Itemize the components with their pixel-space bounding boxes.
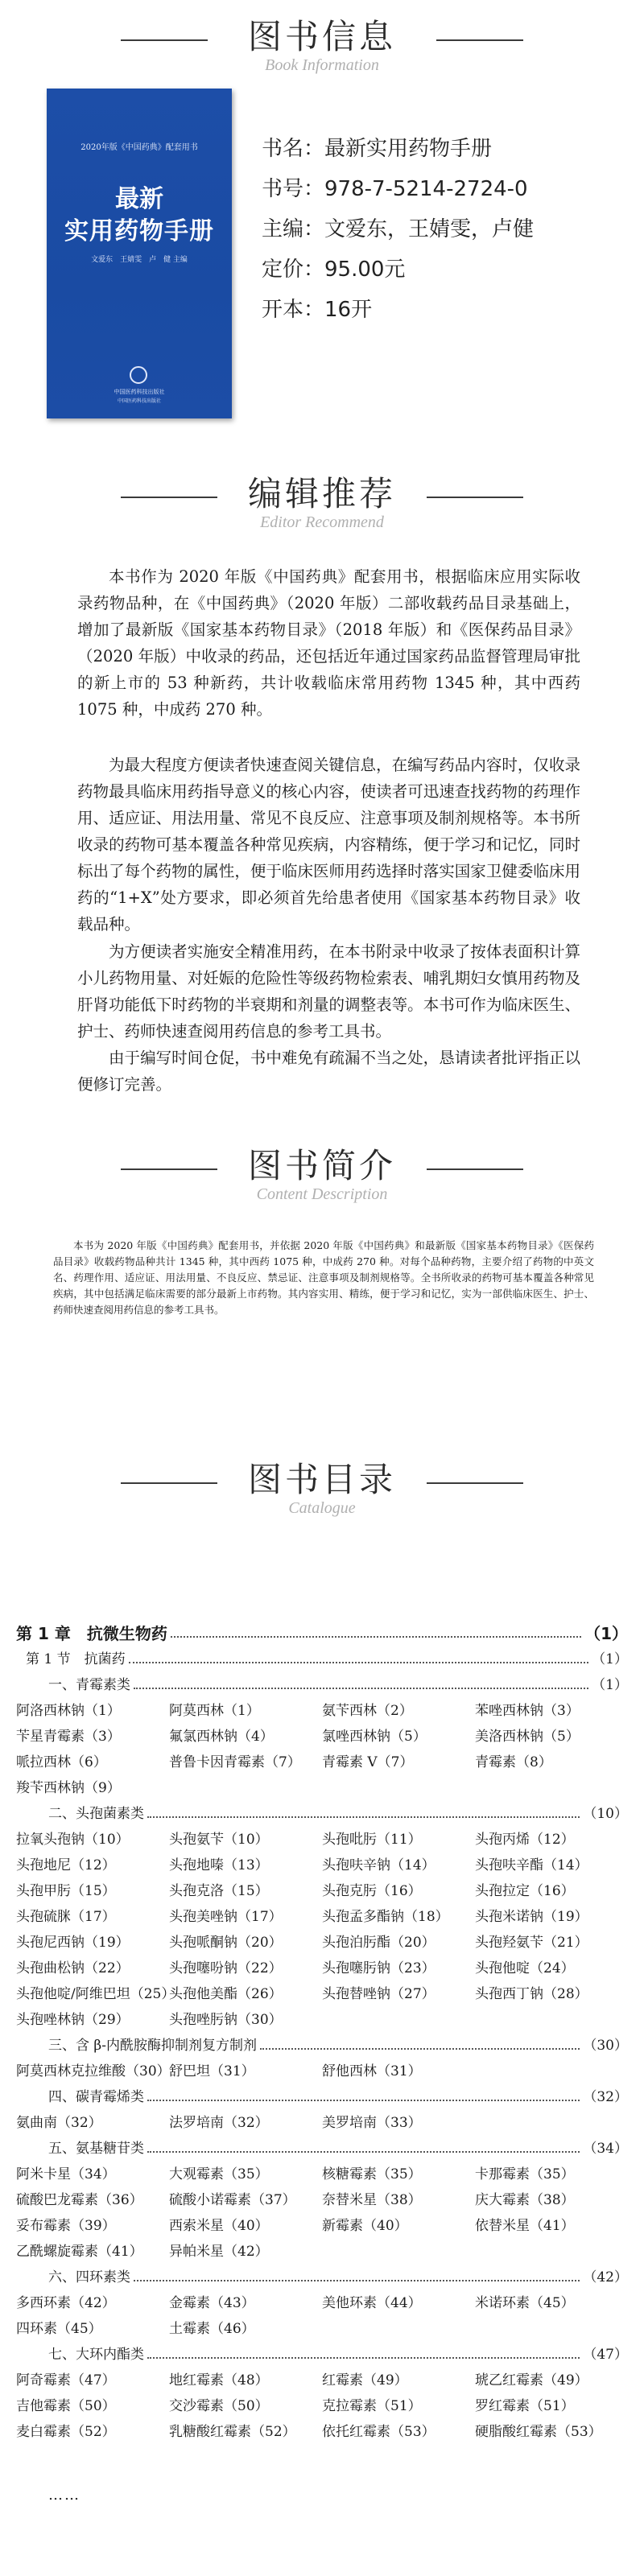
toc-item[interactable]: 头孢美唑钠（17） bbox=[169, 1909, 283, 1925]
section-subheading: Content Description bbox=[256, 1185, 388, 1203]
section-subheading: Catalogue bbox=[288, 1499, 356, 1517]
toc-groups bbox=[16, 1672, 628, 2445]
toc-item[interactable]: 阿莫西林（1） bbox=[169, 1703, 260, 1719]
toc-item[interactable]: 妥布霉素（39） bbox=[16, 2218, 116, 2234]
toc-item[interactable]: 头孢呋辛酯（14） bbox=[475, 1857, 588, 1873]
toc-item[interactable]: 硫酸小诺霉素（37） bbox=[169, 2192, 296, 2208]
toc-item[interactable]: 麦白霉素（52） bbox=[16, 2424, 116, 2440]
toc-item[interactable]: 普鲁卡因青霉素（7） bbox=[169, 1754, 301, 1770]
book-format: 开本：16开 bbox=[262, 298, 373, 322]
toc-item[interactable]: 氟氯西林钠（4） bbox=[169, 1729, 274, 1745]
toc-item[interactable]: 头孢地嗪（13） bbox=[169, 1857, 269, 1873]
toc-item[interactable]: 头孢噻肟钠（23） bbox=[322, 1960, 436, 1976]
toc-item[interactable]: 头孢甲肟（15） bbox=[16, 1883, 116, 1899]
toc-item[interactable]: 依托红霉素（53） bbox=[322, 2424, 436, 2440]
section-title-book-info bbox=[0, 10, 644, 82]
toc-item-row bbox=[16, 2187, 628, 2213]
section-heading: 图书简介 bbox=[247, 1146, 396, 1185]
toc-group-heading: 五、氨基糖苷类 （34） bbox=[48, 2141, 628, 2157]
toc-chapter: 第 1 章 抗微生物药 （1） bbox=[16, 1624, 628, 1643]
toc-item[interactable]: 金霉素（43） bbox=[169, 2295, 255, 2311]
section-title-recommend bbox=[0, 467, 644, 539]
toc-item[interactable]: 美他环素（44） bbox=[322, 2295, 422, 2311]
toc-item[interactable]: 头孢他啶/阿维巴坦（25） bbox=[16, 1986, 175, 2002]
toc-item[interactable]: 头孢氨苄（10） bbox=[169, 1832, 269, 1848]
publisher-logo-icon bbox=[130, 366, 147, 384]
toc-group-heading: 一、青霉素类 （1） bbox=[48, 1677, 628, 1693]
toc-item-row bbox=[16, 1853, 628, 1878]
toc-item[interactable]: 吉他霉素（50） bbox=[16, 2398, 116, 2414]
toc-item-row bbox=[16, 2239, 628, 2265]
toc-item[interactable]: 头孢地尼（12） bbox=[16, 1857, 116, 1873]
toc-item[interactable]: 硬脂酸红霉素（53） bbox=[475, 2424, 602, 2440]
recommend-paragraph: 为方便读者实施安全精准用药，在本书附录中收录了按体表面积计算小儿药物用量、对妊娠的危险性等级药物检索表、哺乳期妇女慎用药物及肝肾功能低下时药物的半衰期和剂量的调整表等。本书可作为临床医生、护士、药师快速查阅用药信息的参考工具书。 bbox=[77, 942, 580, 1041]
toc-item-row bbox=[16, 1827, 628, 1853]
cover-publisher: 中国医药科技出版社 bbox=[114, 389, 165, 395]
recommend-paragraph: 由于编写时间仓促，书中难免有疏漏不当之处，恳请读者批评指正以便修订完善。 bbox=[77, 1049, 580, 1094]
toc-item[interactable]: 异帕米星（42） bbox=[169, 2244, 269, 2260]
toc-item[interactable]: 头孢硫脒（17） bbox=[16, 1909, 116, 1925]
toc-item[interactable]: 头孢他啶（24） bbox=[475, 1960, 575, 1976]
section-heading: 图书信息 bbox=[247, 17, 396, 56]
toc-item[interactable]: 头孢孟多酯钠（18） bbox=[322, 1909, 449, 1925]
toc-item[interactable]: 氨苄西林（2） bbox=[322, 1703, 413, 1719]
toc-item[interactable]: 硫酸巴龙霉素（36） bbox=[16, 2192, 143, 2208]
toc-item[interactable]: 乙酰螺旋霉素（41） bbox=[16, 2244, 143, 2260]
toc-item[interactable]: 法罗培南（32） bbox=[169, 2115, 269, 2131]
toc-item[interactable]: 红霉素（49） bbox=[322, 2372, 408, 2388]
toc-item-row bbox=[16, 2059, 628, 2084]
toc-item[interactable]: 头孢曲松钠（22） bbox=[16, 1960, 130, 1976]
toc-item[interactable]: 头孢丙烯（12） bbox=[475, 1832, 575, 1848]
toc-item[interactable]: 头孢唑肟钠（30） bbox=[169, 2012, 283, 2028]
intro-paragraph: 本书为 2020 年版《中国药典》配套用书，并依据 2020 年版《中国药典》和最新版《国家基本药物目录》《医保药品目录》收载药物品种共计 1345 种，其中西药 1075 种，中成药 270 种。对每个品种药物，主要介绍了药物的中英文名、药理作用、适应证、用法用量、不良反应、禁忌证、注意事项及制剂规格等。全书所收录的药物可基本覆盖各种常见疾病，其中包括满足临床需要的部分最新上市药物。其内容实用、精练，便于学习和记忆，实为一部供临床医生、护士、药师快速查阅用药信息的参考工具书。 bbox=[53, 1239, 594, 1316]
toc-item[interactable]: 头孢唑林钠（29） bbox=[16, 2012, 130, 2028]
toc-item[interactable]: 头孢哌酮钠（20） bbox=[169, 1935, 283, 1951]
toc-item-row bbox=[16, 1904, 628, 1930]
toc-item-row bbox=[16, 2290, 628, 2316]
toc-item[interactable]: 交沙霉素（50） bbox=[169, 2398, 269, 2414]
recommend-paragraph: 为最大程度方便读者快速查阅关键信息，在编写药品内容时，仅收录药物最具临床用药指导意义的核心内容，使读者可迅速查找药物的药理作用、适应证、用法用量、常见不良反应、注意事项及制剂规格等。本书所收录的药物可基本覆盖各种常见疾病，内容精练，便于学习和记忆，同时标出了每个药物的属性，便于临床医师用药选择时落实国家卫健委临床用药的“1+X”处方要求，即必须首先给患者使用《国家基本药物目录》收载品种。 bbox=[77, 756, 580, 934]
toc-item[interactable]: 头孢米诺钠（19） bbox=[475, 1909, 588, 1925]
toc-item[interactable]: 地红霉素（48） bbox=[169, 2372, 269, 2388]
toc-item[interactable]: 哌拉西林（6） bbox=[16, 1754, 107, 1770]
toc-item-row bbox=[16, 2393, 628, 2419]
cover-title-line2: 实用药物手册 bbox=[64, 217, 214, 245]
toc-group-heading: 四、碳青霉烯类 （32） bbox=[48, 2089, 628, 2105]
toc-item[interactable]: 庆大霉素（38） bbox=[475, 2192, 575, 2208]
section-title-intro bbox=[0, 1139, 644, 1211]
toc-item-row bbox=[16, 2110, 628, 2136]
toc-group-heading: 三、含 β-内酰胺酶抑制剂复方制剂 （30） bbox=[48, 2038, 628, 2054]
toc-item[interactable]: 苄星青霉素（3） bbox=[16, 1729, 121, 1745]
toc-item[interactable]: 头孢尼西钠（19） bbox=[16, 1935, 130, 1951]
toc-item[interactable]: 氨曲南（32） bbox=[16, 2115, 102, 2131]
toc-item[interactable]: 卡那霉素（35） bbox=[475, 2166, 575, 2182]
toc-item[interactable]: 舒他西林（31） bbox=[322, 2063, 422, 2079]
toc-item[interactable]: 头孢泊肟酯（20） bbox=[322, 1935, 436, 1951]
toc-item-row bbox=[16, 2007, 628, 2033]
toc-item[interactable]: 大观霉素（35） bbox=[169, 2166, 269, 2182]
book-info bbox=[262, 129, 534, 330]
toc-item[interactable]: 青霉素 V（7） bbox=[322, 1754, 414, 1770]
toc-item[interactable]: 西索米星（40） bbox=[169, 2218, 269, 2234]
toc-item[interactable]: 阿奇霉素（47） bbox=[16, 2372, 116, 2388]
toc-item[interactable]: 氯唑西林钠（5） bbox=[322, 1729, 427, 1745]
toc-item[interactable]: 头孢呋辛钠（14） bbox=[322, 1857, 436, 1873]
toc-item-row bbox=[16, 1981, 628, 2007]
section-subheading: Book Information bbox=[265, 56, 379, 74]
toc-item-row bbox=[16, 1698, 628, 1724]
cover-publisher-sub: 中国医药科技出版社 bbox=[117, 398, 161, 404]
toc-item[interactable]: 头孢克洛（15） bbox=[169, 1883, 269, 1899]
toc-group-heading: 二、头孢菌素类 （10） bbox=[48, 1806, 628, 1822]
toc-item[interactable]: 核糖霉素（35） bbox=[322, 2166, 422, 2182]
toc-item-row bbox=[16, 1956, 628, 1981]
toc-item-row bbox=[16, 1878, 628, 1904]
section-subheading: Editor Recommend bbox=[260, 513, 384, 531]
toc-continued: …… bbox=[48, 2487, 80, 2504]
toc-item-row bbox=[16, 2419, 628, 2445]
toc-item[interactable]: 四环素（45） bbox=[16, 2321, 102, 2337]
book-isbn: 书号：978-7-5214-2724-0 bbox=[262, 177, 528, 201]
toc-item[interactable]: 舒巴坦（31） bbox=[169, 2063, 255, 2079]
toc-item[interactable]: 乳糖酸红霉素（52） bbox=[169, 2424, 296, 2440]
toc-item-row bbox=[16, 2162, 628, 2187]
toc-item[interactable]: 土霉素（46） bbox=[169, 2321, 255, 2337]
cover-title-line1: 最新 bbox=[115, 185, 163, 213]
section-heading: 编辑推荐 bbox=[247, 474, 396, 513]
toc-item[interactable]: 头孢他美酯（26） bbox=[169, 1986, 283, 2002]
section-heading: 图书目录 bbox=[247, 1460, 396, 1499]
toc-item-row bbox=[16, 2316, 628, 2342]
section-title-catalogue bbox=[0, 1453, 644, 1525]
toc-item[interactable]: 拉氧头孢钠（10） bbox=[16, 1832, 130, 1848]
toc-item[interactable]: 阿莫西林克拉维酸（30） bbox=[16, 2063, 171, 2079]
book-cover bbox=[47, 89, 232, 418]
toc-item[interactable]: 琥乙红霉素（49） bbox=[475, 2372, 588, 2388]
toc-item[interactable]: 苯唑西林钠（3） bbox=[475, 1703, 580, 1719]
toc-item[interactable]: 美罗培南（33） bbox=[322, 2115, 422, 2131]
toc-item[interactable]: 美洛西林钠（5） bbox=[475, 1729, 580, 1745]
toc-item[interactable]: 米诺环素（45） bbox=[475, 2295, 575, 2311]
toc-item[interactable]: 头孢替唑钠（27） bbox=[322, 1986, 436, 2002]
cover-top-line: 2020年版《中国药典》配套用书 bbox=[80, 143, 198, 152]
toc-item[interactable]: 头孢克肟（16） bbox=[322, 1883, 422, 1899]
toc-group-heading: 六、四环素类 （42） bbox=[48, 2269, 628, 2285]
toc-item-row bbox=[16, 1750, 628, 1775]
toc-item[interactable]: 依替米星（41） bbox=[475, 2218, 575, 2234]
toc-item[interactable]: 青霉素（8） bbox=[475, 1754, 552, 1770]
toc-item-row bbox=[16, 1930, 628, 1956]
toc-item[interactable]: 头孢拉定（16） bbox=[475, 1883, 575, 1899]
book-price: 定价：95.00元 bbox=[262, 258, 406, 282]
toc-item-row bbox=[16, 2213, 628, 2239]
toc-item[interactable]: 阿洛西林钠（1） bbox=[16, 1703, 121, 1719]
toc-item[interactable]: 奈替米星（38） bbox=[322, 2192, 422, 2208]
toc-item[interactable]: 新霉素（40） bbox=[322, 2218, 408, 2234]
toc-item-row bbox=[16, 1775, 628, 1801]
toc-group-heading: 七、大环内酯类 （47） bbox=[48, 2347, 628, 2363]
toc-item[interactable]: 多西环素（42） bbox=[16, 2295, 116, 2311]
recommend-paragraph: 本书作为 2020 年版《中国药典》配套用书，根据临床应用实际收录药物品种，在《中国药典》（2020 年版）二部收载药品目录基础上，增加了最新版《国家基本药物目录》（2018 年版）和《医保药品目录》（2020 年版）中收录的药品，还包括近年通过国家药品监督管理局审批的新上市的 53 种新药，共计收载临床常用药物 1345 种，其中西药 1075 种，中成药 270 种。 bbox=[77, 567, 580, 719]
toc-item[interactable]: 头孢噻吩钠（22） bbox=[169, 1960, 283, 1976]
toc-item[interactable]: 头孢西丁钠（28） bbox=[475, 1986, 588, 2002]
toc-section: 第 1 节 抗菌药 （1） bbox=[26, 1651, 628, 1667]
table-of-contents bbox=[16, 1621, 628, 2445]
cover-authors: 文爱东 王婧雯 卢 健 主编 bbox=[91, 256, 188, 264]
toc-item[interactable]: 羧苄西林钠（9） bbox=[16, 1780, 121, 1796]
toc-item[interactable]: 阿米卡星（34） bbox=[16, 2166, 116, 2182]
toc-item[interactable]: 克拉霉素（51） bbox=[322, 2398, 422, 2414]
toc-item[interactable]: 头孢羟氨苄（21） bbox=[475, 1935, 588, 1951]
toc-item-row bbox=[16, 1724, 628, 1750]
toc-item[interactable]: 罗红霉素（51） bbox=[475, 2398, 575, 2414]
book-editors: 主编：文爱东，王婧雯，卢健 bbox=[262, 217, 535, 241]
toc-item-row bbox=[16, 2368, 628, 2393]
book-name: 书名：最新实用药物手册 bbox=[262, 137, 493, 161]
toc-item[interactable]: 头孢吡肟（11） bbox=[322, 1832, 422, 1848]
